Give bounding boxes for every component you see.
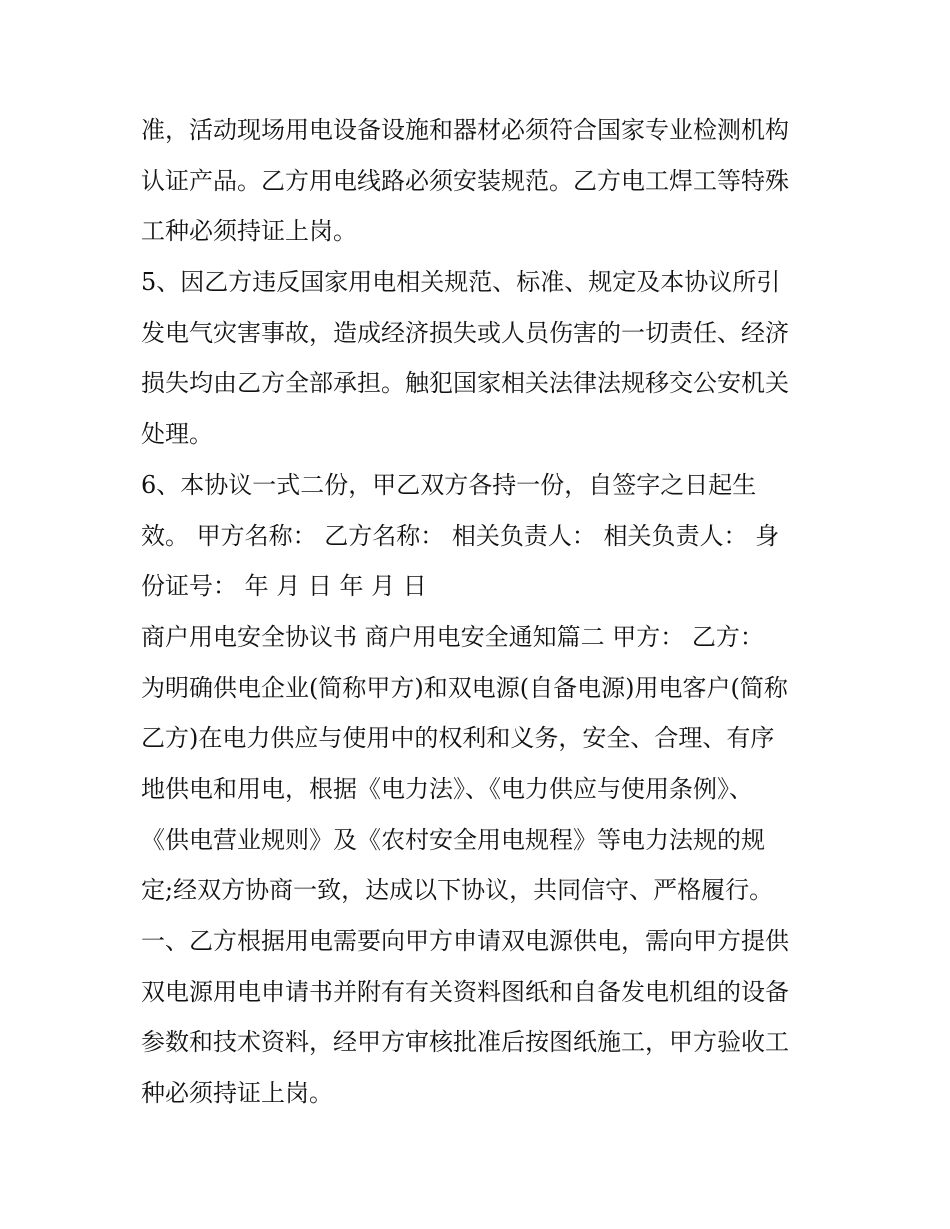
text-line: 损失均由乙方全部承担。触犯国家相关法律法规移交公安机关 [141, 369, 789, 398]
text-line: 发电气灾害事故，造成经济损失或人员伤害的一切责任、经济 [141, 318, 789, 347]
text-line: 份证号： 年 月 日 年 月 日 [141, 572, 427, 601]
text-line: 双电源用电申请书并附有有关资料图纸和自备发电机组的设备 [141, 977, 789, 1006]
text-line: 地供电和用电，根据《电力法》、《电力供应与使用条例》、 [141, 774, 753, 803]
text-line: 定;经双方协商一致，达成以下协议，共同信守、严格履行。 [141, 876, 774, 905]
text-line: 工种必须持证上岗。 [141, 217, 357, 246]
text-line: 参数和技术资料，经甲方审核批准后按图纸施工，甲方验收工 [141, 1028, 789, 1057]
text-line: 种必须持证上岗。 [141, 1079, 333, 1108]
document-page [141, 105, 841, 1119]
text-line: 认证产品。乙方用电线路必须安装规范。乙方电工焊工等特殊 [141, 166, 789, 195]
text-line: 5、因乙方违反国家用电相关规范、标准、规定及本协议所引 [141, 268, 781, 297]
text-line: 乙方)在电力供应与使用中的权利和义务，安全、合理、有序 [141, 724, 775, 753]
text-line: 《供电营业规则》及《农村安全用电规程》等电力法规的规 [141, 825, 765, 854]
text-line: 为明确供电企业(简称甲方)和双电源(自备电源)用电客户(简称 [141, 673, 788, 702]
text-line: 准，活动现场用电设备设施和器材必须符合国家专业检测机构 [141, 116, 789, 144]
text-line: 处理。 [141, 420, 213, 449]
text-line: 效。 甲方名称： 乙方名称： 相关负责人： 相关负责人： 身 [141, 521, 780, 550]
text-line: 商户用电安全协议书 商户用电安全通知篇二 甲方： 乙方： [141, 622, 764, 651]
text-line: 6、本协议一式二份，甲乙双方各持一份，自签字之日起生 [141, 470, 757, 499]
text-line: 一、乙方根据用电需要向甲方申请双电源供电，需向甲方提供 [141, 927, 789, 955]
